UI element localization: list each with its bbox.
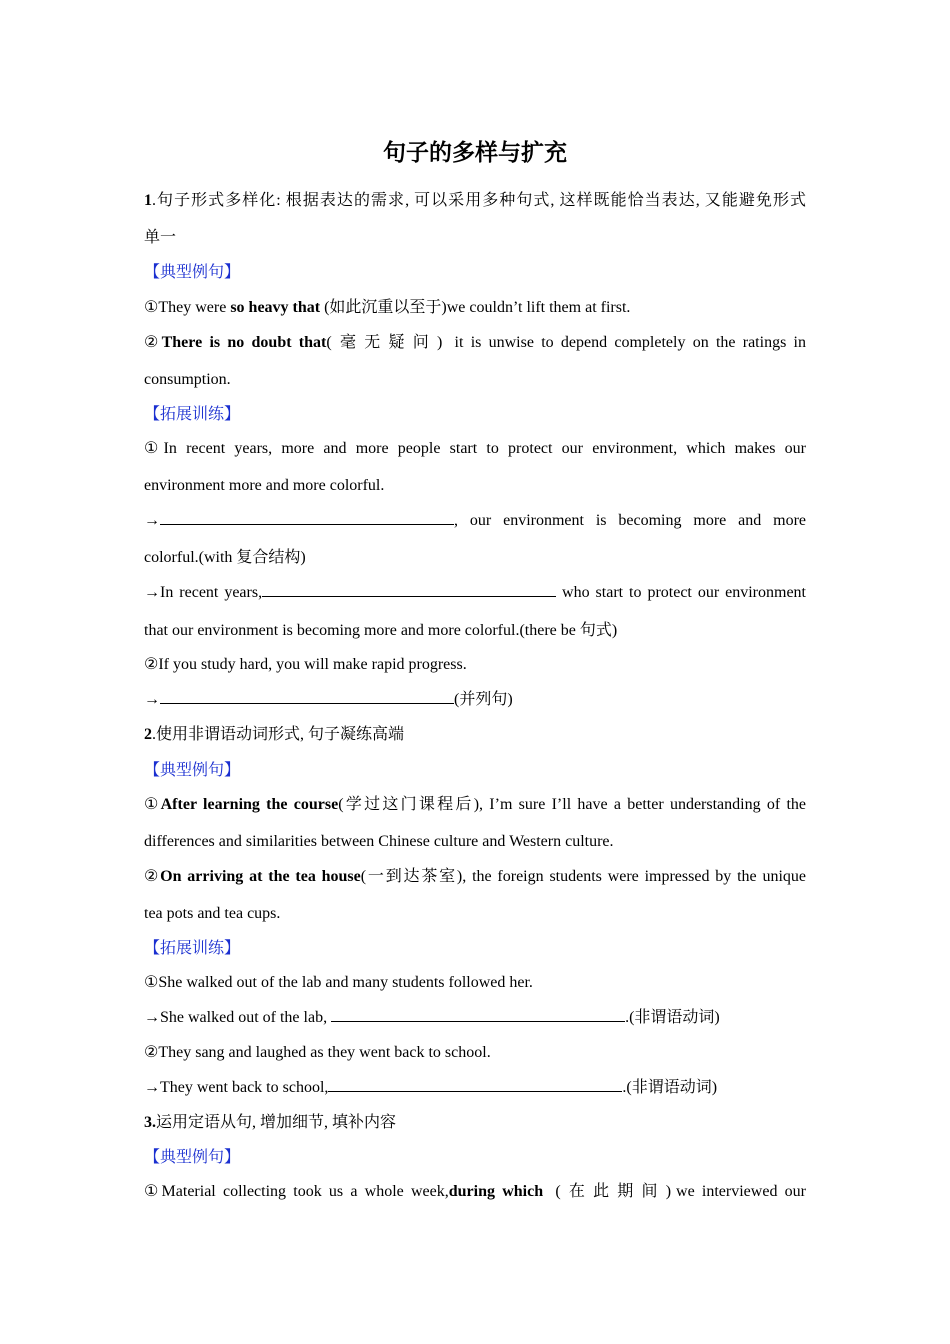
exercise-sentence: ②If you study hard, you will make rapid progress. <box>144 656 467 673</box>
example-sentence-cont: consumption. <box>144 371 231 388</box>
section-number: 1 <box>144 192 152 209</box>
exercise-answer: →They went back to school, .(非谓语动词) <box>144 1079 718 1096</box>
section-heading-text: 运用定语从句, 增加细节, 填补内容 <box>156 1114 397 1131</box>
exercise-sentence: ②They sang and laughed as they went back to school. <box>144 1044 491 1061</box>
answer-blank[interactable] <box>160 689 454 704</box>
example-sentence: ①They were so heavy that (如此沉重以至于)we couldn’t lift them at first. <box>144 299 631 316</box>
section-number: 2 <box>144 726 152 743</box>
section-number: 3. <box>144 1114 156 1131</box>
answer-blank[interactable] <box>328 1077 622 1092</box>
example-tag: 【典型例句】 <box>144 762 241 779</box>
example-sentence-cont: differences and similarities between Chinese culture and Western culture. <box>144 833 614 850</box>
exercise-answer-cont: that our environment is becoming more and more colorful.(there be 句式) <box>144 622 618 639</box>
section-1-heading-cont: 单一 <box>144 229 177 246</box>
exercise-sentence: ①In recent years, more and more people start to protect our environment, which makes our <box>144 440 806 457</box>
exercise-answer-cont: colorful.(with 复合结构) <box>144 549 306 566</box>
section-2-heading <box>144 724 806 746</box>
example-sentence: ①Material collecting took us a whole week,during which (在此期间)we interviewed our <box>144 1183 806 1200</box>
example-sentence: ②There is no doubt that(毫无疑问) it is unwise to depend completely on the ratings in <box>144 334 806 351</box>
example-sentence: ②On arriving at the tea house(一到达茶室), the foreign students were impressed by the unique <box>144 868 806 885</box>
exercise-sentence-cont: environment more and more colorful. <box>144 477 385 494</box>
exercise-answer: → (并列句) <box>144 691 513 708</box>
section-1-heading <box>144 190 806 212</box>
answer-blank[interactable] <box>331 1007 625 1022</box>
exercise-answer: → , our environment is becoming more and more <box>144 512 806 529</box>
exercise-sentence: ①She walked out of the lab and many students followed her. <box>144 974 533 991</box>
exercise-answer: →She walked out of the lab, .(非谓语动词) <box>144 1009 720 1026</box>
exercise-answer: →In recent years, who start to protect our environment <box>144 584 806 601</box>
training-tag: 【拓展训练】 <box>144 940 241 957</box>
section-heading-text: .句子形式多样化: 根据表达的需求, 可以采用多种句式, 这样既能恰当表达, 又能避免形式 <box>152 192 806 209</box>
answer-blank[interactable] <box>262 582 556 597</box>
page-title: 句子的多样与扩充 <box>383 140 567 166</box>
example-sentence-cont: tea pots and tea cups. <box>144 905 281 922</box>
example-tag: 【典型例句】 <box>144 1149 241 1166</box>
training-tag: 【拓展训练】 <box>144 406 241 423</box>
example-tag: 【典型例句】 <box>144 264 241 281</box>
section-3-heading <box>144 1112 806 1134</box>
answer-blank[interactable] <box>160 510 454 525</box>
section-heading-text: .使用非谓语动词形式, 句子凝练高端 <box>152 726 405 743</box>
example-sentence: ①After learning the course(学过这门课程后), I’m sure I’ll have a better understanding of the <box>144 796 807 813</box>
